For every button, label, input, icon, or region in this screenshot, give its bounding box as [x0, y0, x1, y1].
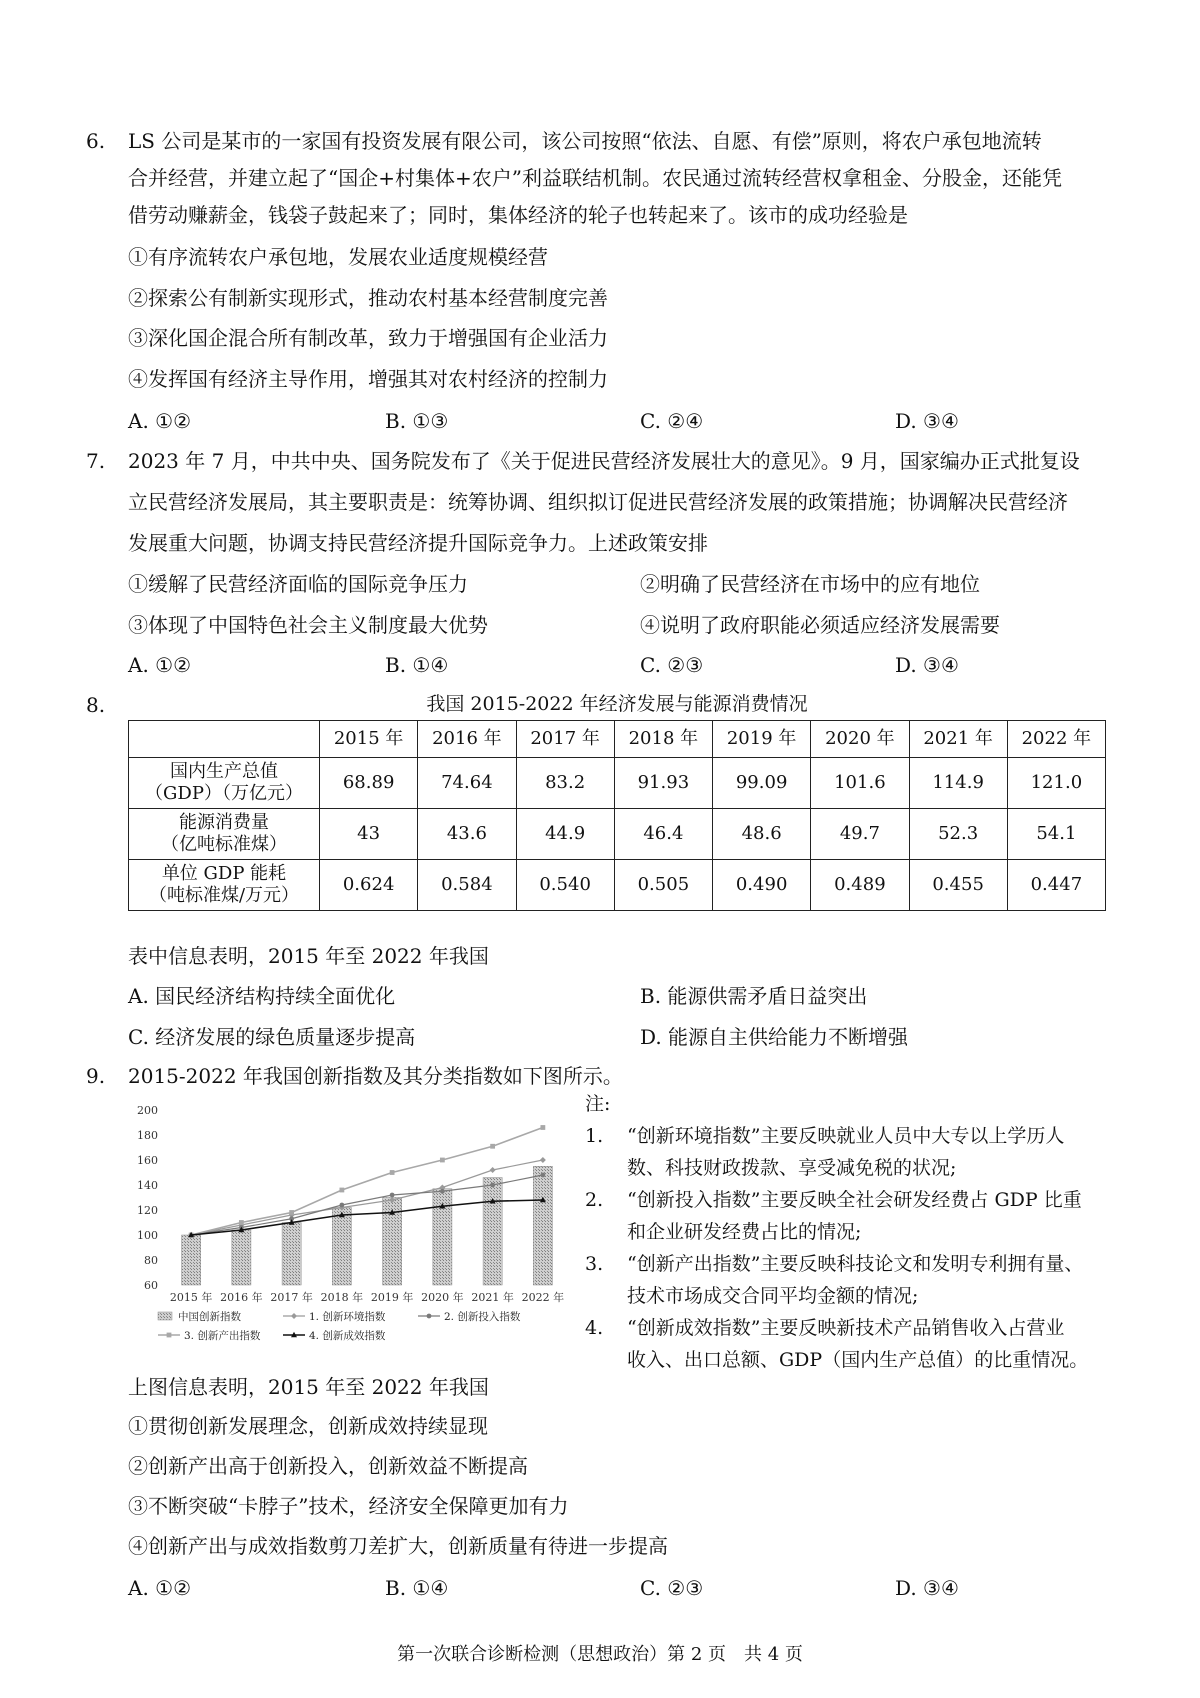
data-point	[540, 1157, 546, 1163]
row-label-unit: （吨标准煤/万元）	[148, 885, 300, 906]
table-year-header: 2021 年	[909, 721, 1007, 758]
innovation-index-chart	[128, 1095, 578, 1355]
question-9-number: 9.	[86, 1064, 106, 1088]
legend-label: 1. 创新环境指数	[309, 1311, 386, 1323]
table-cell: 114.9	[909, 758, 1007, 809]
table-row-label	[129, 758, 320, 809]
question-9-item-1: ①贯彻创新发展理念，创新成效持续显现	[128, 1414, 488, 1438]
y-tick-label: 60	[144, 1279, 158, 1292]
note-line: 收入、出口总额、GDP（国内生产总值）的比重情况。	[627, 1349, 1089, 1371]
notes-heading: 注:	[585, 1093, 611, 1115]
question-8-stem: 表中信息表明，2015 年至 2022 年我国	[128, 944, 489, 968]
bar	[533, 1166, 552, 1285]
y-tick-label: 200	[137, 1104, 158, 1117]
table-cell: 43	[320, 809, 418, 860]
note-item	[585, 1120, 1125, 1184]
y-tick-label: 140	[137, 1179, 158, 1192]
table-row-label	[129, 860, 320, 911]
data-point	[390, 1170, 395, 1175]
note-number: 3.	[585, 1253, 604, 1275]
x-tick-label: 2016 年	[220, 1291, 263, 1304]
table-cell: 121.0	[1007, 758, 1105, 809]
table-cell: 83.2	[516, 758, 614, 809]
table-cell: 74.64	[418, 758, 516, 809]
energy-table	[128, 720, 1106, 911]
question-7-line-2: 立民营经济发展局，其主要职责是：统筹协调、组织拟订促进民营经济发展的政策措施；协调解决民营经济	[128, 490, 1068, 514]
table-cell: 68.89	[320, 758, 418, 809]
table-cell: 49.7	[811, 809, 909, 860]
note-item	[585, 1248, 1125, 1312]
note-number: 2.	[585, 1189, 604, 1211]
table-cell: 0.489	[811, 860, 909, 911]
question-8-option-b[interactable]: B. 能源供需矛盾日益突出	[640, 984, 868, 1008]
table-cell: 43.6	[418, 809, 516, 860]
table-year-header: 2019 年	[713, 721, 811, 758]
page-footer: 第一次联合诊断检测（思想政治）第 2 页 共 4 页	[397, 1644, 803, 1665]
question-9-option-c[interactable]: C. ②③	[640, 1576, 704, 1600]
x-tick-label: 2022 年	[521, 1291, 565, 1304]
data-point	[440, 1189, 445, 1194]
question-6-line-1: LS 公司是某市的一家国有投资发展有限公司，该公司按照“依法、自愿、有偿”原则，将农户承包地流转	[128, 129, 1042, 153]
question-7-number: 7.	[86, 449, 106, 473]
table-year-header: 2015 年	[320, 721, 418, 758]
x-tick-label: 2017 年	[270, 1291, 313, 1304]
table-year-header: 2017 年	[516, 721, 614, 758]
bar	[483, 1178, 502, 1286]
bar	[232, 1230, 251, 1285]
question-9-item-3: ③不断突破“卡脖子”技术，经济安全保障更加有力	[128, 1494, 569, 1518]
data-point	[490, 1144, 495, 1149]
data-point	[540, 1125, 545, 1130]
question-8-number: 8.	[86, 693, 106, 717]
question-7-item-4: ④说明了政府职能必须适应经济发展需要	[640, 613, 1000, 637]
note-line: “创新环境指数”主要反映就业人员中大专以上学历人	[627, 1125, 1065, 1147]
y-tick-label: 120	[137, 1204, 158, 1217]
question-8-option-a[interactable]: A. 国民经济结构持续全面优化	[128, 984, 396, 1008]
question-6-item-4: ④发挥国有经济主导作用，增强其对农村经济的控制力	[128, 367, 608, 391]
legend-marker	[291, 1313, 297, 1319]
question-9-stem: 上图信息表明，2015 年至 2022 年我国	[128, 1375, 489, 1399]
question-7-item-3: ③体现了中国特色社会主义制度最大优势	[128, 613, 488, 637]
question-6-line-2: 合并经营，并建立起了“国企+村集体+农户”利益联结机制。农民通过流转经营权拿租金、分股金，还能凭	[128, 166, 1062, 190]
table-cell: 0.624	[320, 860, 418, 911]
legend-marker	[167, 1333, 172, 1338]
table-cell: 0.447	[1007, 860, 1105, 911]
table-cell: 48.6	[713, 809, 811, 860]
question-9-intro: 2015-2022 年我国创新指数及其分类指数如下图所示。	[128, 1064, 623, 1088]
question-6-line-3: 借劳动赚薪金，钱袋子鼓起来了；同时，集体经济的轮子也转起来了。该市的成功经验是	[128, 203, 908, 227]
table-year-header: 2020 年	[811, 721, 909, 758]
row-label-unit: （亿吨标准煤）	[161, 834, 287, 855]
x-tick-label: 2019 年	[370, 1291, 414, 1304]
question-6-option-a[interactable]: A. ①②	[128, 409, 192, 433]
x-tick-label: 2021 年	[471, 1291, 514, 1304]
question-7-option-c[interactable]: C. ②③	[640, 653, 704, 677]
table-cell: 54.1	[1007, 809, 1105, 860]
row-label-main: 单位 GDP 能耗	[161, 863, 287, 884]
y-tick-label: 180	[137, 1129, 158, 1142]
x-tick-label: 2015 年	[169, 1291, 213, 1304]
question-7-option-b[interactable]: B. ①④	[385, 653, 449, 677]
bar	[282, 1223, 301, 1286]
data-point	[540, 1173, 545, 1178]
data-point	[440, 1158, 445, 1163]
table-cell: 101.6	[811, 758, 909, 809]
y-axis-ticks	[137, 1104, 158, 1292]
row-label-main: 国内生产总值	[170, 761, 278, 782]
bar	[332, 1208, 351, 1286]
note-number: 1.	[585, 1125, 604, 1147]
data-point	[289, 1210, 294, 1215]
question-6-number: 6.	[86, 129, 106, 153]
table-title: 我国 2015-2022 年经济发展与能源消费情况	[426, 693, 808, 715]
y-tick-label: 80	[144, 1254, 158, 1267]
note-line: 和企业研发经费占比的情况;	[627, 1221, 862, 1243]
question-7-item-1: ①缓解了民营经济面临的国际竞争压力	[128, 572, 468, 596]
table-cell: 0.584	[418, 860, 516, 911]
question-6-item-2: ②探索公有制新实现形式，推动农村基本经营制度完善	[128, 286, 608, 310]
table-row-label	[129, 809, 320, 860]
question-7-line-3: 发展重大问题，协调支持民营经济提升国际竞争力。上述政策安排	[128, 531, 708, 555]
note-line: “创新成效指数”主要反映新技术产品销售收入占营业	[627, 1317, 1065, 1339]
question-6-option-c[interactable]: C. ②④	[640, 409, 704, 433]
table-cell: 44.9	[516, 809, 614, 860]
table-cell: 99.09	[713, 758, 811, 809]
question-7-line-1: 2023 年 7 月，中共中央、国务院发布了《关于促进民营经济发展壮大的意见》。9 月，国家编办正式批复设	[128, 449, 1080, 473]
legend-label: 4. 创新成效指数	[309, 1330, 386, 1342]
table-row	[129, 809, 1106, 860]
question-6-option-d[interactable]: D. ③④	[895, 409, 959, 433]
data-point	[339, 1203, 344, 1208]
table-year-header: 2022 年	[1007, 721, 1105, 758]
table-cell: 46.4	[614, 809, 712, 860]
note-line: “创新投入指数”主要反映全社会研发经费占 GDP 比重	[627, 1189, 1082, 1211]
table-cell: 0.490	[713, 860, 811, 911]
legend-label: 2. 创新投入指数	[444, 1311, 521, 1323]
chart-legend	[158, 1310, 521, 1342]
table-cell: 91.93	[614, 758, 712, 809]
bar	[182, 1235, 201, 1285]
question-6-item-1: ①有序流转农户承包地，发展农业适度规模经营	[128, 245, 548, 269]
chart-notes	[585, 1088, 1125, 1376]
data-point	[239, 1220, 244, 1225]
note-item	[585, 1184, 1125, 1248]
data-point	[339, 1188, 344, 1193]
note-item	[585, 1312, 1125, 1376]
table-row	[129, 758, 1106, 809]
question-7-option-d[interactable]: D. ③④	[895, 653, 959, 677]
note-line: 技术市场成交合同平均金额的情况;	[627, 1285, 919, 1307]
question-8-option-c[interactable]: C. 经济发展的绿色质量逐步提高	[128, 1025, 416, 1049]
question-9-item-4: ④创新产出与成效指数剪刀差扩大，创新质量有待进一步提高	[128, 1534, 668, 1558]
data-point	[490, 1183, 495, 1188]
y-tick-label: 100	[137, 1229, 158, 1242]
row-label-unit: （GDP）（万亿元）	[145, 783, 303, 804]
table-row	[129, 860, 1106, 911]
note-line: 数、科技财政拨款、享受减免税的状况;	[627, 1157, 957, 1179]
question-6-item-3: ③深化国企混合所有制改革，致力于增强国有企业活力	[128, 326, 608, 350]
legend-marker	[427, 1314, 432, 1319]
question-8-option-d[interactable]: D. 能源自主供给能力不断增强	[640, 1025, 909, 1049]
note-number: 4.	[585, 1317, 604, 1339]
table-cell: 0.455	[909, 860, 1007, 911]
table-cell: 0.505	[614, 860, 712, 911]
legend-label: 3. 创新产出指数	[184, 1330, 261, 1342]
note-line: “创新产出指数”主要反映科技论文和发明专利拥有量、	[627, 1253, 1084, 1275]
table-cell: 52.3	[909, 809, 1007, 860]
row-label-main: 能源消费量	[179, 812, 269, 833]
question-7-item-2: ②明确了民营经济在市场中的应有地位	[640, 572, 980, 596]
table-corner-cell	[129, 721, 320, 758]
data-point	[390, 1193, 395, 1198]
x-tick-label: 2020 年	[421, 1291, 464, 1304]
question-9-option-d[interactable]: D. ③④	[895, 1576, 959, 1600]
question-9-option-a[interactable]: A. ①②	[128, 1576, 192, 1600]
question-7-option-a[interactable]: A. ①②	[128, 653, 192, 677]
question-9-option-b[interactable]: B. ①④	[385, 1576, 449, 1600]
x-axis-ticks	[170, 1290, 564, 1304]
legend-label: 中国创新指数	[178, 1311, 241, 1323]
table-year-header: 2016 年	[418, 721, 516, 758]
table-header-row	[129, 721, 1106, 758]
table-year-header: 2018 年	[614, 721, 712, 758]
question-6-option-b[interactable]: B. ①③	[385, 409, 449, 433]
question-9-item-2: ②创新产出高于创新投入，创新效益不断提高	[128, 1454, 528, 1478]
legend-swatch	[158, 1312, 172, 1320]
table-cell: 0.540	[516, 860, 614, 911]
y-tick-label: 160	[137, 1154, 158, 1167]
x-tick-label: 2018 年	[320, 1291, 364, 1304]
data-point	[490, 1167, 496, 1173]
